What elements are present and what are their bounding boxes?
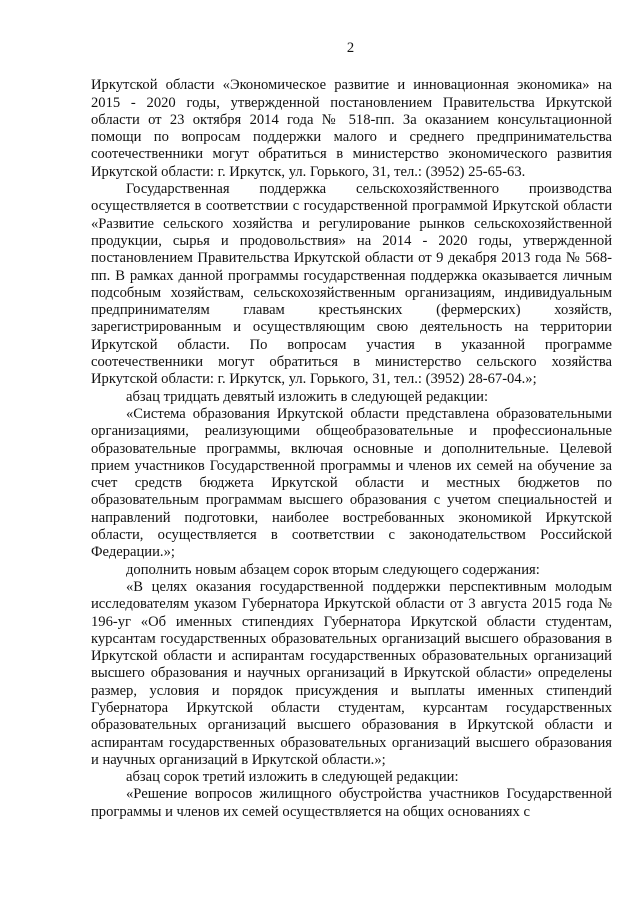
paragraph-education-system: «Система образования Иркутской области представлена образовательными организациями, реализующими общеобразовательные и профессиональные образовательные программы, включая основные и дополнительные. Целевой прием участников Государственной программы и членов их семей на обучение за счет средств бюджета Иркутской области и местных бюджетов по образовательным программам высшего образования с учетом специальностей и направлений подготовки, наиболее востребованных экономикой Иркутской области, осуществляется в соответствии с законодательством Российской Федерации.»; bbox=[91, 405, 612, 561]
paragraph-scholarships: «В целях оказания государственной поддержки перспективным молодым исследователям указом Губернатора Иркутской области от 3 августа 2015 года № 196-уг «Об именных стипендиях Губернатора Иркутской области студентам, курсантам государственных образовательных организаций высшего образования в Иркутской области и аспирантам государственных образовательных организаций высшего образования и научных организаций в Иркутской области» определены размер, условия и порядок присуждения и выплаты именных стипендий Губернатора Иркутской области студентам, курсантам государственных образовательных организаций высшего образования в Иркутской области и аспирантам государственных образовательных организаций высшего образования и научных организаций в Иркутской области.»; bbox=[91, 578, 612, 768]
paragraph-economic-development: Иркутской области «Экономическое развитие и инновационная экономика» на 2015 - 2020 годы, утвержденной постановлением Правительства Иркутской области от 23 октября 2014 года № 518-пп. За оказанием консультационной помощи по вопросам поддержки малого и среднего предпринимательства соотечественники могут обратиться в министерство экономического развития Иркутской области: г. Иркутск, ул. Горького, 31, тел.: (3952) 25-65-63. bbox=[91, 77, 612, 180]
paragraph-amendment-42: дополнить новым абзацем сорок вторым следующего содержания: bbox=[126, 561, 540, 578]
paragraph-housing: «Решение вопросов жилищного обустройства участников Государственной программы и членов их семей осуществляется на общих основаниях с bbox=[91, 786, 612, 820]
paragraph-amendment-43: абзац сорок третий изложить в следующей редакции: bbox=[126, 769, 459, 786]
paragraph-agriculture-support: Государственная поддержка сельскохозяйственного производства осуществляется в соответствии с государственной программой Иркутской области «Развитие сельского хозяйства и регулирование рынков сельскохозяйственной продукции, сырья и продовольствия» на 2014 - 2020 годы, утвержденной постановлением Правительства Иркутской области от 9 декабря 2013 года № 568-пп. В рамках данной программы государственная поддержка оказывается личным подсобным хозяйствам, сельскохозяйственным организациям, индивидуальным предпринимателям главам крестьянских (фермерских) хозяйств, зарегистрированным и осуществляющим свою деятельность на территории Иркутской области. По вопросам участия в указанной программе соотечественники могут обратиться в министерство сельского хозяйства Иркутской области: г. Иркутск, ул. Горького, 31, тел.: (3952) 28-67-04.»; bbox=[91, 181, 612, 388]
paragraph-amendment-39: абзац тридцать девятый изложить в следующей редакции: bbox=[126, 388, 489, 405]
page-number: 2 bbox=[346, 40, 355, 56]
